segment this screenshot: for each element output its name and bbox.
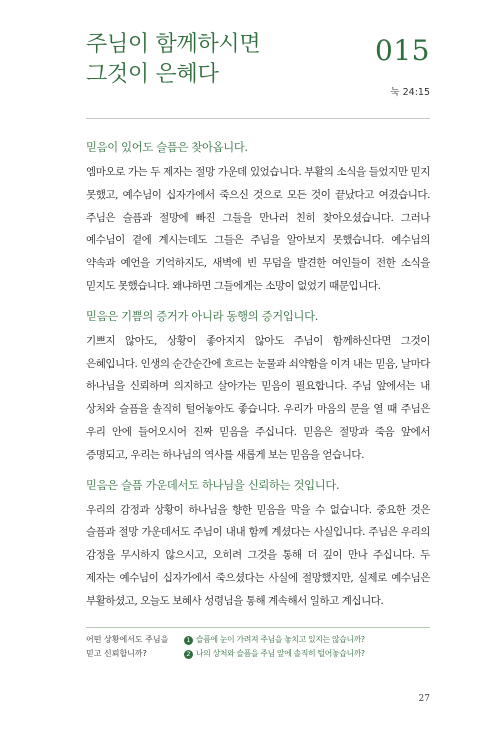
devotion-body [86, 139, 430, 623]
number-badge-icon: 2 [184, 650, 193, 659]
title-divider [86, 118, 430, 119]
footer-divider [86, 627, 430, 628]
section-paragraph-3: 우리의 감정과 상황이 하나님을 향한 믿음을 막을 수 없습니다. 중요한 것은 슬픔과 절망 가운데서도 주님이 내내 함께 계셨다는 사실입니다. 주님은 우리의 감정을 무시하지 않으시고, 오히려 그것을 통해 더 깊이 만나 주십니다. 두 제자는 예수님이 십자가에서 죽으셨다는 사실에 절망했지만, 실제로 예수님은 부활하셨고, 오늘도 보혜사 성령님을 통해 계속해서 일하고 계십니다. [86, 503, 430, 607]
page-number: 27 [418, 694, 430, 704]
title-line-2: 그것이 은혜다 [86, 62, 219, 87]
section-paragraph-2: 기쁘지 않아도, 상황이 좋아지지 않아도 주님이 함께하신다면 그것이 은혜입니다. 인생의 순간순간에 흐르는 눈물과 쇠약함을 이겨 내는 믿음, 날마다 하나님을 신뢰하며 의지하고 살아가는 믿음이 필요합니다. 주님 앞에서는 내 상처와 슬픔을 솔직히 털어놓아도 좋습니다. 우리가 마음의 문을 열 때 주님은 우리 안에 들어오시어 진짜 믿음을 주십니다. 믿음은 절망과 죽음 앞에서 증명되고, 우리는 하나님의 역사를 새롭게 보는 믿음을 얻습니다. [86, 334, 430, 461]
section-heading-3: 믿음은 슬픔 가운데서도 하나님을 신뢰하는 것입니다. [86, 478, 340, 492]
title-line-1: 주님이 함께하시면 [86, 32, 261, 57]
reflection-item [184, 647, 434, 661]
reflection-items [184, 633, 434, 660]
section-paragraph-1: 엠마오로 가는 두 제자는 절망 가운데 있었습니다. 부활의 소식을 들었지만 믿지 못했고, 예수님이 십자가에서 죽으신 것으로 모든 것이 끝났다고 여겼습니다. 주님은 슬픔과 절망에 빠진 그들을 만나러 친히 찾아오셨습니다. 그러나 예수님이 곁에 계시는데도 그들은 주님을 알아보지 못했습니다. 예수님의 약속과 예언을 기억하지도, 새벽에 빈 무덤을 발견한 여인들이 전한 소식을 믿지도 못했습니다. 왜냐하면 그들에게는 소망이 없었기 때문입니다. [86, 166, 430, 292]
section-heading-1: 믿음이 있어도 슬픔은 찾아옵니다. [86, 141, 248, 154]
devotion-number: 015 [375, 34, 430, 67]
reflection-item-text: 슬픔에 눈이 가려져 주님을 놓치고 있지는 않습니까? [196, 635, 365, 644]
reflection-item-text: 나의 상처와 슬픔을 주님 앞에 솔직히 털어놓습니까? [196, 648, 365, 658]
devotion-title [86, 30, 336, 90]
reflection-question: 어떤 상황에서도 주님을 믿고 신뢰합니까? [86, 635, 169, 658]
reflection-item [184, 633, 434, 647]
scripture-reference: 눅 24:15 [390, 87, 430, 98]
section-heading-2: 믿음은 기쁨의 증거가 아니라 동행의 증거입니다. [86, 309, 319, 323]
number-badge-icon: 1 [184, 636, 193, 645]
